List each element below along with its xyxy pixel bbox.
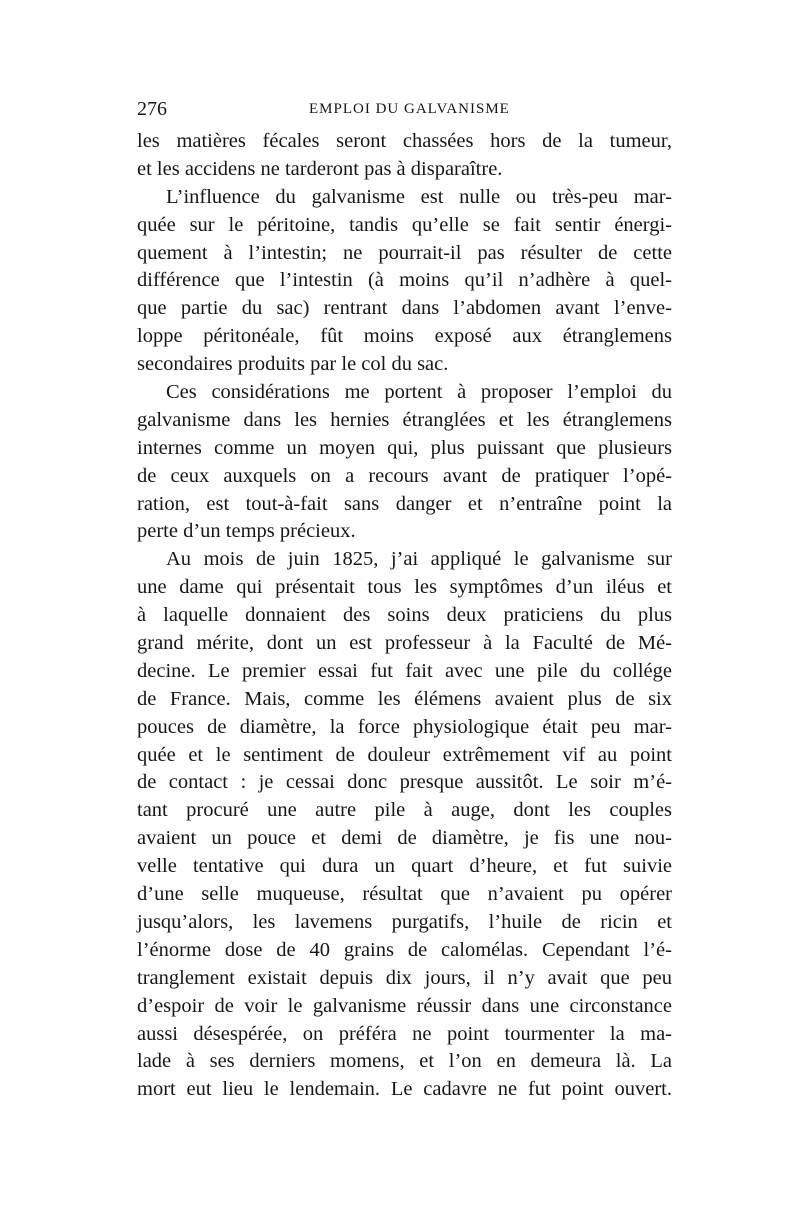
text-line: et les accidens ne tarderont pas à disparaître.: [137, 157, 503, 180]
running-header: [137, 98, 672, 122]
text-line: à laquelle donnaient des soins deux praticiens du plus: [137, 604, 672, 627]
text-line: tranglement existait depuis dix jours, il n’y avait que peu: [137, 966, 672, 989]
paragraph-first-line: Ces considérations me portent à proposer l’emploi du: [166, 381, 672, 404]
paragraph-first-line: Au mois de juin 1825, j’ai appliqué le galvanisme sur: [166, 548, 672, 571]
text-line: loppe péritonéale, fût moins exposé aux étranglemens: [137, 325, 672, 348]
text-line: d’espoir de voir le galvanisme réussir dans une circonstance: [137, 994, 672, 1017]
text-line: velle tentative qui dura un quart d’heure, et fut suivie: [137, 855, 672, 878]
text-line: avaient un pouce et demi de diamètre, je fis une nou-: [137, 827, 672, 850]
text-line: de ceux auxquels on a recours avant de pratiquer l’opé-: [137, 464, 672, 487]
text-line: grand mérite, dont un est professeur à la Faculté de Mé-: [137, 632, 672, 655]
text-line: de contact : je cessai donc presque aussitôt. Le soir m’é-: [137, 771, 672, 794]
text-line: jusqu’alors, les lavemens purgatifs, l’huile de ricin et: [137, 910, 672, 933]
text-line: perte d’un temps précieux.: [137, 520, 356, 543]
text-line: aussi désespérée, on préféra ne point tourmenter la ma-: [137, 1022, 672, 1045]
text-line: d’une selle muqueuse, résultat que n’avaient pu opérer: [137, 883, 672, 906]
text-line: decine. Le premier essai fut fait avec une pile du collége: [137, 659, 672, 682]
text-line: tant procuré une autre pile à auge, dont les couples: [137, 799, 672, 822]
text-line: internes comme un moyen qui, plus puissant que plusieurs: [137, 436, 672, 459]
text-line: mort eut lieu le lendemain. Le cadavre ne fut point ouvert.: [137, 1078, 672, 1101]
text-line: différence que l’intestin (à moins qu’il n’adhère à quel-: [137, 269, 672, 292]
text-line: quée et le sentiment de douleur extrêmement vif au point: [137, 743, 672, 766]
text-line: quement à l’intestin; ne pourrait-il pas résulter de cette: [137, 241, 672, 264]
running-title: EMPLOI DU GALVANISME: [309, 101, 510, 117]
text-line: de France. Mais, comme les élémens avaient plus de six: [137, 687, 672, 710]
text-line: quée sur le péritoine, tandis qu’elle se fait sentir énergi-: [137, 213, 672, 236]
text-line: une dame qui présentait tous les symptômes d’un iléus et: [137, 576, 672, 599]
text-line: l’énorme dose de 40 grains de calomélas. Cependant l’é-: [137, 938, 672, 961]
text-line: galvanisme dans les hernies étranglées et les étranglemens: [137, 408, 672, 431]
paragraph-first-line: L’influence du galvanisme est nulle ou très-peu mar-: [166, 185, 672, 208]
text-line: les matières fécales seront chassées hors de la tumeur,: [137, 130, 672, 152]
text-line: ration, est tout-à-fait sans danger et n’entraîne point la: [137, 492, 672, 515]
text-line: secondaires produits par le col du sac.: [137, 353, 449, 376]
body-text: [137, 128, 672, 1104]
text-line: lade à ses derniers momens, et l’on en demeura là. La: [137, 1050, 672, 1073]
text-line: pouces de diamètre, la force physiologique était peu mar-: [137, 715, 672, 738]
text-line: que partie du sac) rentrant dans l’abdomen avant l’enve-: [137, 297, 672, 320]
page-number: 276: [137, 98, 167, 120]
